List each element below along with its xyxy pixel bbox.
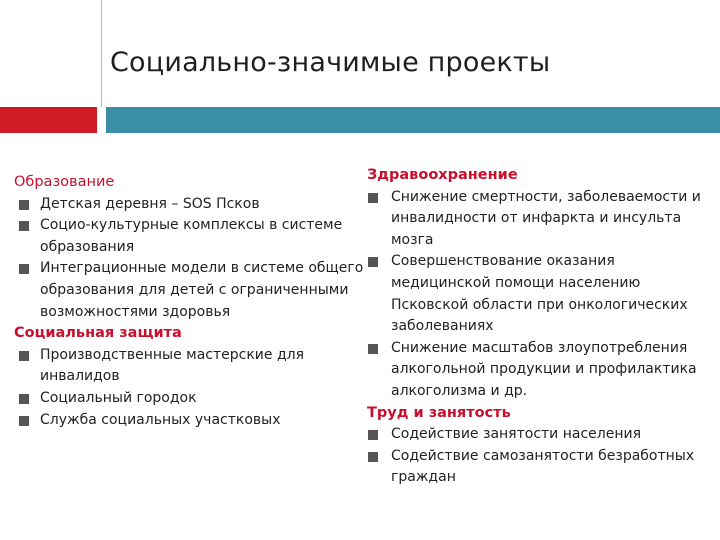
list-item-text: Совершенствование оказания медицинской помощи населению Псковской области при онкологических заболеваниях [391, 253, 688, 335]
square-bullet-icon [368, 257, 378, 267]
list-item-text: Интеграционные модели в системе общего образования для детей с ограниченными возможностями здоровья [40, 260, 364, 320]
list-item [367, 446, 712, 489]
list-item [367, 338, 712, 403]
list-item-text: Снижение смертности, заболеваемости и инвалидности от инфаркта и инсульта мозга [391, 188, 701, 248]
right-column [367, 165, 712, 489]
square-bullet-icon [19, 394, 29, 404]
social-protection-heading: Социальная защита [14, 325, 182, 342]
list-item-text: Служба социальных участковых [40, 411, 281, 428]
square-bullet-icon [368, 430, 378, 440]
list-item-text: Содействие самозанятости безработных граждан [391, 447, 695, 486]
slide-title: Социально-значимые проекты [110, 47, 551, 78]
square-bullet-icon [19, 351, 29, 361]
labor-heading: Труд и занятость [367, 404, 511, 421]
education-heading: Образование [14, 174, 115, 190]
list-item [14, 388, 364, 410]
healthcare-heading: Здравоохранение [367, 167, 518, 183]
list-item [367, 424, 712, 446]
left-column [14, 172, 364, 431]
list-item [367, 187, 712, 252]
header-bar-gap [97, 107, 106, 133]
list-item-text: Социальный городок [40, 389, 197, 406]
list-item [14, 194, 364, 216]
square-bullet-icon [368, 344, 378, 354]
list-item-text: Содействие занятости населения [391, 426, 641, 443]
list-item [14, 215, 364, 258]
list-item [14, 345, 364, 388]
square-bullet-icon [19, 416, 29, 426]
list-item-text: Социо-культурные комплексы в системе образования [40, 217, 343, 255]
square-bullet-icon [19, 221, 29, 231]
square-bullet-icon [368, 193, 378, 203]
square-bullet-icon [368, 452, 378, 462]
list-item [14, 410, 364, 432]
list-item-text: Снижение масштабов злоупотребления алкогольной продукции и профилактика алкоголизма и др. [391, 339, 697, 399]
header-accent-bar-red [0, 107, 97, 133]
square-bullet-icon [19, 264, 29, 274]
square-bullet-icon [19, 200, 29, 210]
header-accent-bar-teal [106, 107, 720, 133]
title-divider-line [101, 0, 102, 107]
list-item-text: Производственные мастерские для инвалидов [40, 346, 305, 385]
list-item-text: Детская деревня – SOS Псков [40, 195, 260, 212]
list-item [14, 258, 364, 323]
list-item [367, 251, 712, 337]
